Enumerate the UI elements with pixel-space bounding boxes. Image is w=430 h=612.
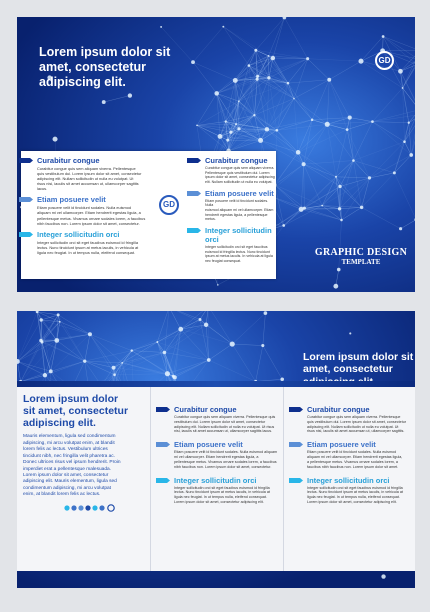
section-body: Etiam posuere velit id tincidunt sodales. Nulla euismod aliquam mi vel ullamcorper. Etiam hendrerit egestas ligula, a pellentesque metus. [205, 198, 274, 222]
arrow-marker-icon [289, 478, 303, 483]
fold-line [283, 387, 284, 571]
top-title-line: adipiscing elit. [39, 74, 126, 89]
bottom-col2 [297, 405, 412, 509]
top-col1 [27, 156, 149, 259]
section-body: Integer sollicitudin orci sit eget faucibus euismod id fringilla lectus. Nunc tincidunt ipsum at metus iaculis. In vehicula at ligula nec feugiat consequat. [205, 245, 273, 264]
section-heading: Curabitur congue [307, 405, 370, 414]
top-title-line: amet, consectetur [39, 59, 146, 74]
arrow-marker-icon [19, 158, 33, 163]
section-body: Etiam posuere velit id tincidunt sodales. Nulla euismod aliquam mi vel ullamcorper. Etiam hendrerit egestas ligula, a pellentesque metus. Vivamus ornare sodales lorem, a faucibus nibh faucibus non. Lorem ipsum dolor sit amet, consectetur. [174, 450, 278, 469]
section-heading: Etiam posuere velit [307, 440, 376, 450]
list-item [297, 440, 412, 469]
section-heading: Integer sollicitudin orci [205, 226, 272, 245]
section-heading: Etiam posuere velit [37, 195, 106, 205]
section-heading: Curabitur congue [205, 156, 268, 165]
arrow-marker-icon [156, 478, 170, 483]
bottom-left-panel [23, 393, 143, 512]
arrow-marker-icon [187, 228, 201, 233]
section-heading: Curabitur congue [174, 405, 237, 414]
arrow-marker-icon [19, 197, 33, 202]
list-item [297, 405, 412, 434]
arrow-marker-icon [289, 407, 303, 412]
list-item [297, 476, 412, 505]
top-title-line: Lorem ipsum dolor sit [39, 45, 171, 59]
section-body: Etiam posuere velit id tincidunt sodales. Nulla euismod aliquam mi vel ullamcorper. Etiam hendrerit egestas ligula, a pellentesque metus. Vivamus ornare sodales lorem, a faucibus nibh faucibus non. Lorem ipsum dolor sit amet. [307, 450, 403, 469]
section-heading: Integer sollicitudin orci [174, 475, 257, 485]
arrow-marker-icon [187, 158, 201, 163]
section-body: Etiam posuere velit id tincidunt sodales. Nulla euismod aliquam mi vel ullamcorper. Etiam hendrerit egestas ligula, a pellentesque metus. Vivamus ornare sodales lorem, a faucibus nibh faucibus non. Lorem ipsum dolor sit amet, consectetur. [37, 205, 146, 226]
list-item [195, 189, 275, 222]
section-body: Integer sollicitudin orci sit eget faucibus euismod id fringilla lectus. Nunc tincidunt ipsum at metus iaculis, in vehicula at ligula nec feugiat. In ut tempus nulla, eleifend consequat. Lorem ipsum dolor sit amet, consectetur adipiscing elit. [307, 485, 403, 504]
arrow-marker-icon [156, 442, 170, 447]
bottom-left-title: Lorem ipsum dolor sit amet, consectetur adipiscing elit. [23, 393, 129, 430]
section-body: Curabitur congue quis sem aliquam viverra. Pellentesque quis vestibulum dui. Lorem ipsum dolor sit amet, consectetur adipiscing elit. Nullam sollicitudin ut nulla eu volutpat. [205, 166, 275, 185]
top-col2 [195, 156, 275, 268]
arrow-marker-icon [19, 232, 33, 237]
caption-subtitle: TEMPLATE [341, 258, 381, 266]
bottom-left-body: Mauris elementum, ligula sed condimentum adipiscing, mi arcu volutpat enim, at blandit lorem felis ac lectus. Vestibulum ultrices tincidunt nibh, nec fringilla velit pharetra ac. Donec ultrices risus vel ipsum hendrerit. Proin imperdiet erat a pellentesque malesuada. Lorem ipsum dolor sit amet, consectetur adipiscing elit. Mauris elementum, ligula sed condimentum adipiscing, mi arcu volutpat enim, at blandit lorem felis ac lectus. [23, 434, 121, 498]
bottom-col1 [164, 405, 282, 509]
list-item [195, 156, 275, 185]
list-item [164, 476, 282, 505]
social-dots-icon [63, 504, 133, 512]
section-heading: Etiam posuere velit [205, 188, 274, 198]
bottom-brochure-spread [17, 311, 415, 588]
section-body: Curabitur congue quis sem aliquam viverra. Pellentesque quis vestibulum dui. Lorem ipsum dolor sit amet, consectetur adipiscing elit. Nullam sollicitudin ut nulla eu volutpat. Ut risus nisi, iaculis sit amet accumsan ut, ullamcorper sagittis. [307, 415, 406, 434]
list-item [195, 226, 275, 264]
list-item [164, 405, 282, 434]
fold-line [150, 387, 151, 571]
gd-logo-icon: GD [159, 195, 179, 215]
list-item [27, 230, 149, 255]
section-body: Integer sollicitudin orci sit eget faucibus euismod id fringilla lectus. Nunc tincidunt ipsum at metus iaculis, in vehicula at ligula nec feugiat. In ut tempus nulla, eleifend consequat. Lorem ipsum dolor sit amet, consectetur adipiscing elit. [174, 485, 270, 504]
graphic-design-caption [313, 247, 409, 266]
section-heading: Integer sollicitudin orci [307, 475, 390, 485]
top-title [39, 45, 170, 89]
section-body: Curabitur congue quis sem aliquam viverra. Pellentesque quis vestibulum dui. Lorem ipsum dolor sit amet, consectetur adipiscing elit. Nullam sollicitudin ut nulla eu volutpat. Ut risus nisi, iaculis sit amet accumsan ut, ullamcorper sagittis lacus. [37, 166, 142, 192]
section-heading: Integer sollicitudin orci [37, 229, 120, 239]
arrow-marker-icon [156, 407, 170, 412]
section-body: Curabitur congue quis sem aliquam viverra. Pellentesque quis vestibulum dui. Lorem ipsum dolor sit amet, consectetur adipiscing elit. Nullam sollicitudin ut nulla eu volutpat. Ut risus nisi, iaculis sit amet accumsan ut, ullamcorper sagittis lacus. [174, 415, 276, 434]
section-heading: Curabitur congue [37, 156, 100, 165]
section-heading: Etiam posuere velit [174, 440, 243, 450]
section-body: Integer sollicitudin orci sit eget faucibus euismod id fringilla lectus. Nunc tincidunt ipsum at metus iaculis, in vehicula at ligula nec feugiat. In ut tempus nulla, eleifend consequat. [37, 239, 139, 255]
list-item [27, 195, 149, 225]
caption-title: GRAPHIC DESIGN [314, 247, 408, 258]
title-line: Lorem ipsum dolor sit [303, 351, 414, 363]
gd-logo-icon: GD [375, 51, 394, 70]
top-strip [17, 381, 415, 387]
list-item [164, 440, 282, 469]
title-line: amet, consectetur [303, 363, 393, 376]
top-brochure-spread [17, 17, 415, 292]
arrow-marker-icon [187, 191, 201, 196]
arrow-marker-icon [289, 442, 303, 447]
list-item [27, 156, 149, 191]
